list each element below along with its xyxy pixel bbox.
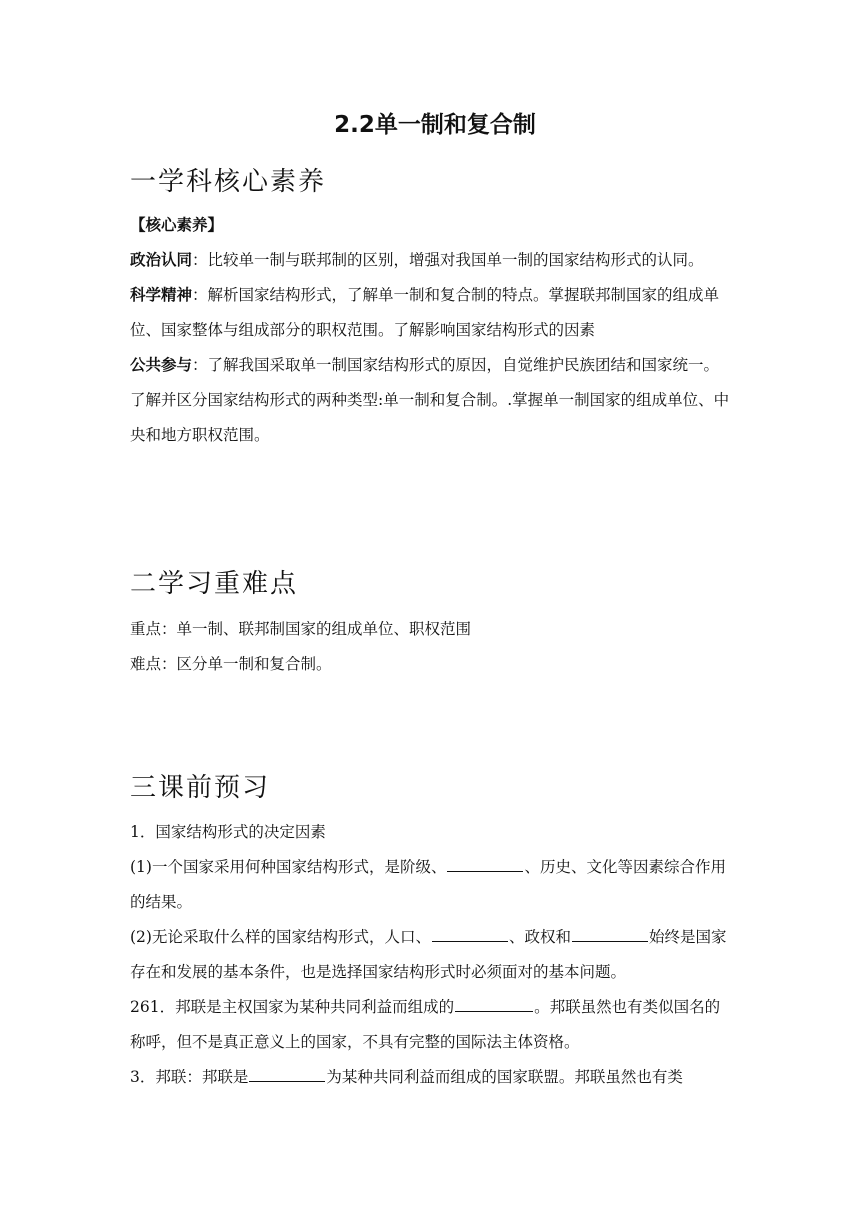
fill-blank-2[interactable]	[432, 923, 508, 942]
fill-blank-3[interactable]	[572, 923, 648, 942]
scientific-spirit-text: ：解析国家结构形式，了解单一制和复合制的特点。掌握联邦制国家的组成单位、国家整体与组成部分的职权范围。了解影响国家结构形式的因素	[130, 286, 720, 339]
page-title: 2.2单一制和复合制	[334, 112, 536, 138]
section-heading-preview: 三课前预习	[130, 773, 271, 803]
question-1-title: 1．国家结构形式的决定因素	[130, 823, 326, 841]
section-heading-core-literacy: 一学科核心素养	[130, 167, 327, 197]
objective-paragraph: 了解并区分国家结构形式的两种类型:单一制和复合制。.掌握单一制国家的组成单位、中央和地方职权范围。	[130, 391, 730, 444]
scientific-spirit-label: 科学精神	[130, 286, 193, 304]
public-participation-label: 公共参与	[130, 356, 193, 374]
fill-blank-5[interactable]	[249, 1063, 325, 1082]
core-literacy-subheading: 【核心素养】	[130, 216, 224, 234]
core-literacy-block	[130, 208, 732, 453]
political-identity-paragraph	[130, 243, 732, 278]
public-participation-text: ：了解我国采取单一制国家结构形式的原因，自觉维护民族团结和国家统一。	[192, 356, 720, 374]
preview-block	[130, 815, 732, 1095]
political-identity-label: 政治认同	[130, 251, 193, 269]
question-3: 3．邦联：邦联是 为某种共同利益而组成的国家联盟。邦联虽然也有类	[130, 1060, 732, 1095]
scientific-spirit-paragraph	[130, 278, 732, 348]
question-1-1: (1)一个国家采用何种国家结构形式，是阶级、 、历史、文化等因素综合作用的结果。	[130, 850, 732, 920]
key-point-text: 重点：单一制、联邦制国家的组成单位、职权范围	[130, 620, 472, 638]
political-identity-text: ：比较单一制与联邦制的区别，增强对我国单一制的国家结构形式的认同。	[192, 251, 704, 269]
public-participation-paragraph	[130, 348, 732, 383]
question-261: 261．邦联是主权国家为某种共同利益而组成的 。邦联虽然也有类似国名的称呼，但不是真正意义上的国家，不具有完整的国际法主体资格。	[130, 990, 732, 1060]
key-points-block	[130, 612, 732, 682]
difficult-point-text: 难点：区分单一制和复合制。	[130, 655, 332, 673]
fill-blank-1[interactable]	[447, 853, 523, 872]
question-1-2: (2)无论采取什么样的国家结构形式，人口、 、政权和 始终是国家存在和发展的基本条件，也是选择国家结构形式时必须面对的基本问题。	[130, 920, 732, 990]
fill-blank-4[interactable]	[455, 993, 533, 1012]
section-heading-key-points: 二学习重难点	[130, 569, 299, 599]
